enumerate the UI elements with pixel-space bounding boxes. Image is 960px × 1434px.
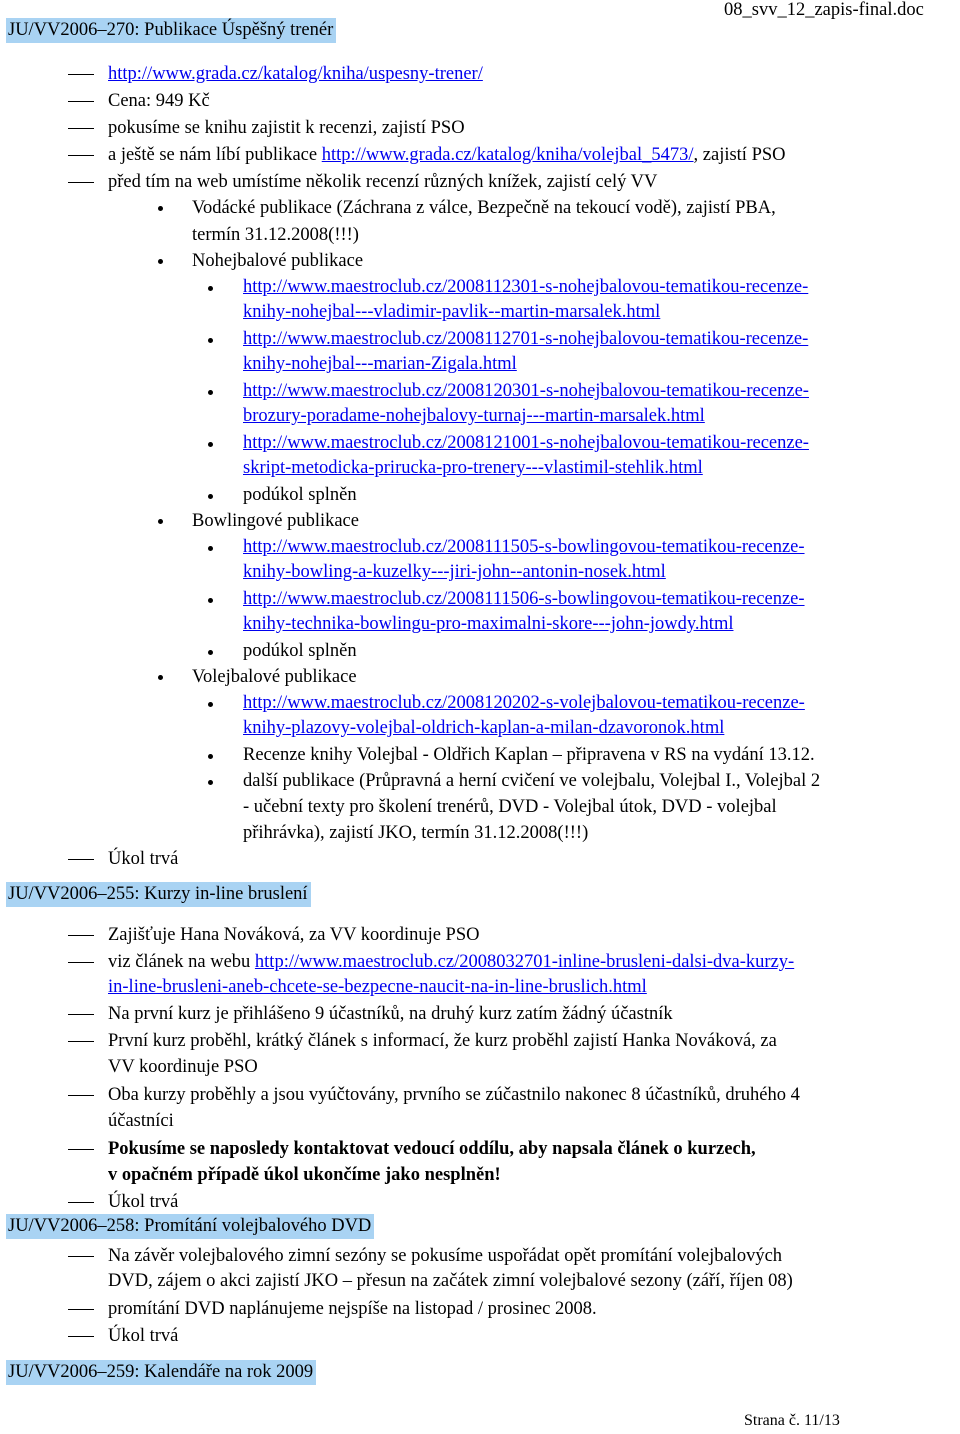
bowling-heading: Bowlingové publikace (192, 511, 359, 531)
dash-bullet (68, 128, 94, 129)
dash-bullet (68, 1041, 94, 1042)
list-text: a ještě se nám líbí publikace (108, 145, 322, 165)
list-text-bold: Pokusíme se naposledy kontaktovat vedoucí oddílu, aby napsala článek o kurzech, (108, 1139, 756, 1159)
dot-bullet (208, 390, 213, 395)
section-heading-255: JU/VV2006–255: Kurzy in-line bruslení (6, 882, 311, 907)
dash-bullet (68, 155, 94, 156)
nohejbal-link-4[interactable]: http://www.maestroclub.cz/2008121001-s-nohejbalovou-tematikou-recenze- (243, 433, 809, 453)
nohejbal-heading: Nohejbalové publikace (192, 251, 364, 271)
list-text: První kurz proběhl, krátký článek s informací, že kurz proběhl zajistí Hanka Nováková, za (108, 1031, 777, 1051)
list-text: , zajistí PSO (693, 145, 786, 165)
dot-bullet (208, 702, 213, 707)
dot-bullet (208, 442, 213, 447)
dot-bullet (158, 675, 163, 680)
nohejbal-link-2-cont[interactable]: knihy-nohejbal---marian-Zigala.html (243, 354, 517, 374)
volejbal-link-1[interactable]: http://www.maestroclub.cz/2008120202-s-volejbalovou-tematikou-recenze- (243, 693, 805, 713)
dot-bullet (208, 650, 213, 655)
subtask-done-text: podúkol splněn (243, 485, 357, 505)
dot-bullet (208, 338, 213, 343)
volejbal-review-text: Recenze knihy Volejbal - Oldřich Kaplan – připravena v RS na vydání 13.12. (243, 745, 815, 765)
volejbal-link-1-cont[interactable]: knihy-plazovy-volejbal-oldrich-kaplan-a-milan-dzavoronok.html (243, 718, 725, 738)
volejbal-more-line2: - učební texty pro školení trenérů, DVD - Volejbal útok, DVD - volejbal (243, 797, 777, 817)
dot-bullet (208, 754, 213, 759)
dot-bullet (208, 286, 213, 291)
dash-bullet (68, 1014, 94, 1015)
list-text: DVD, zájem o akci zajistí JKO – přesun na začátek zimní volejbalové sezony (září, říjen 08) (108, 1271, 793, 1291)
dash-bullet (68, 1202, 94, 1203)
grada-volejbal-link[interactable]: http://www.grada.cz/katalog/kniha/volejbal_5473/ (321, 145, 694, 165)
nohejbal-link-3[interactable]: http://www.maestroclub.cz/2008120301-s-nohejbalovou-tematikou-recenze- (243, 381, 809, 401)
volejbal-more-line3: přihrávka), zajistí JKO, termín 31.12.2008(!!!) (243, 823, 589, 843)
bowling-link-2-cont[interactable]: knihy-technika-bowlingu-pro-maximalni-skore---john-jowdy.html (243, 614, 734, 634)
dash-bullet (68, 101, 94, 102)
dot-bullet (208, 780, 213, 785)
dot-bullet (208, 546, 213, 551)
list-text: promítání DVD naplánujeme nejspíše na listopad / prosinec 2008. (108, 1299, 597, 1319)
vodacke-text-line2: termín 31.12.2008(!!!) (192, 225, 359, 245)
list-text: před tím na web umístíme několik recenzí různých knížek, zajistí celý VV (108, 172, 658, 192)
bowling-link-2[interactable]: http://www.maestroclub.cz/2008111506-s-bowlingovou-tematikou-recenze- (243, 589, 805, 609)
dash-bullet (68, 1256, 94, 1257)
bowling-link-1[interactable]: http://www.maestroclub.cz/2008111505-s-bowlingovou-tematikou-recenze- (243, 537, 805, 557)
nohejbal-link-1[interactable]: http://www.maestroclub.cz/2008112301-s-nohejbalovou-tematikou-recenze- (243, 277, 809, 297)
vodacke-text-line1: Vodácké publikace (Záchrana z válce, Bezpečně na tekoucí vodě), zajistí PBA, (192, 198, 776, 218)
list-text: VV koordinuje PSO (108, 1057, 258, 1077)
dash-bullet (68, 1336, 94, 1337)
nohejbal-link-3-cont[interactable]: brozury-poradame-nohejbalovy-turnaj---martin-marsalek.html (243, 406, 705, 426)
list-text: Zajišťuje Hana Nováková, za VV koordinuje PSO (108, 925, 480, 945)
dash-bullet (68, 859, 94, 860)
bowling-link-1-cont[interactable]: knihy-bowling-a-kuzelky---jiri-john--antonin-nosek.html (243, 562, 666, 582)
volejbal-heading: Volejbalové publikace (192, 667, 357, 687)
section-heading-259: JU/VV2006–259: Kalendáře na rok 2009 (6, 1360, 316, 1385)
section-heading-270: JU/VV2006–270: Publikace Úspěšný trenér (6, 18, 336, 43)
task-status: Úkol trvá (108, 1192, 179, 1212)
section-heading-258: JU/VV2006–258: Promítání volejbalového DVD (6, 1214, 374, 1239)
page-number: Strana č. 11/13 (744, 1412, 840, 1429)
dash-bullet (68, 1095, 94, 1096)
dot-bullet (158, 519, 163, 524)
subtask-done-text: podúkol splněn (243, 641, 357, 661)
list-text: Oba kurzy proběhly a jsou vyúčtovány, prvního se zúčastnilo nakonec 8 účastníků, druhého 4 (108, 1085, 800, 1105)
dot-bullet (158, 259, 163, 264)
grada-uspesny-trener-link[interactable]: http://www.grada.cz/katalog/kniha/uspesny-trener/ (108, 64, 483, 84)
dash-bullet (68, 182, 94, 183)
list-text: účastníci (108, 1111, 174, 1131)
dash-bullet (68, 962, 94, 963)
list-text: Na závěr volejbalového zimní sezóny se pokusíme uspořádat opět promítání volejbalových (108, 1246, 783, 1266)
dash-bullet (68, 935, 94, 936)
inline-article-link-cont[interactable]: in-line-brusleni-aneb-chcete-se-bezpecne-naucit-na-in-line-bruslich.html (108, 977, 647, 997)
document-filename: 08_svv_12_zapis-final.doc (724, 0, 924, 20)
nohejbal-link-1-cont[interactable]: knihy-nohejbal---vladimir-pavlik--martin-marsalek.html (243, 302, 661, 322)
dash-bullet (68, 74, 94, 75)
dot-bullet (208, 494, 213, 499)
volejbal-more-line1: další publikace (Průpravná a herní cvičení ve volejbalu, Volejbal I., Volejbal 2 (243, 771, 821, 791)
list-text: pokusíme se knihu zajistit k recenzi, zajistí PSO (108, 118, 465, 138)
nohejbal-link-2[interactable]: http://www.maestroclub.cz/2008112701-s-nohejbalovou-tematikou-recenze- (243, 329, 809, 349)
list-text: Na první kurz je přihlášeno 9 účastníků, na druhý kurz zatím žádný účastník (108, 1004, 673, 1024)
list-text: viz článek na webu (108, 952, 255, 972)
list-text-bold: v opačném případě úkol ukončíme jako nesplněn! (108, 1165, 501, 1185)
inline-article-link[interactable]: http://www.maestroclub.cz/2008032701-inline-brusleni-dalsi-dva-kurzy- (254, 952, 795, 972)
task-status: Úkol trvá (108, 849, 179, 869)
nohejbal-link-4-cont[interactable]: skript-metodicka-prirucka-pro-trenery---vlastimil-stehlik.html (243, 458, 703, 478)
price-text: Cena: 949 Kč (108, 91, 210, 111)
dot-bullet (208, 598, 213, 603)
dash-bullet (68, 1309, 94, 1310)
dash-bullet (68, 1149, 94, 1150)
dot-bullet (158, 206, 163, 211)
task-status: Úkol trvá (108, 1326, 179, 1346)
